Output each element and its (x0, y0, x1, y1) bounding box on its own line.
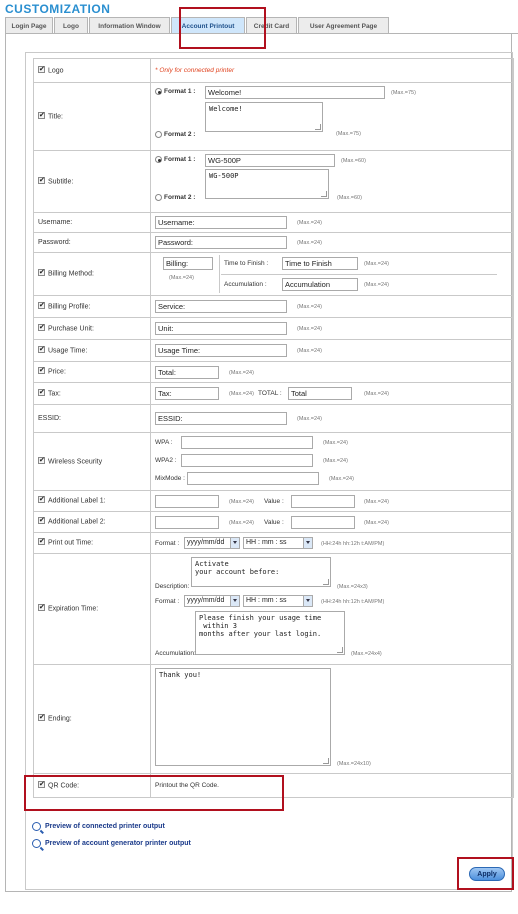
essid-max: (Max.=24) (297, 416, 322, 422)
subtitle-label: Subtitle: (48, 178, 74, 186)
chevron-down-icon (303, 538, 312, 548)
wpa-input[interactable] (181, 436, 313, 449)
tab-account-printout[interactable]: Account Printout (171, 17, 245, 34)
row-purchase-unit (34, 318, 514, 340)
title-format2-radio[interactable] (155, 131, 162, 138)
subtitle-format2-radio[interactable] (155, 194, 162, 201)
accumulation-input[interactable]: Accumulation (282, 278, 358, 291)
tab-credit-card[interactable]: Credit Card (246, 17, 297, 34)
expiration-accumulation-label: Accumulation: (155, 650, 196, 657)
row-password (34, 233, 514, 253)
row-print-out-time (34, 533, 514, 554)
billing-method-checkbox[interactable]: ✔ (39, 269, 45, 277)
title-format2-textarea[interactable]: Welcome! (205, 102, 323, 132)
billing-method-label: Billing Method: (48, 270, 94, 278)
printout-form (33, 58, 514, 798)
total-label: TOTAL : (258, 390, 282, 397)
additional1-checkbox[interactable]: ✔ (39, 496, 45, 504)
print-format-label: Format : (155, 540, 180, 547)
expiration-label: Expiration Time: (48, 605, 99, 613)
additional2-value-input[interactable] (291, 516, 355, 529)
price-input[interactable]: Total: (155, 366, 219, 379)
purchase-unit-input[interactable]: Unit: (155, 322, 287, 335)
expiration-format-hint: (HH:24h hh:12h t:AM/PM) (321, 599, 385, 605)
additional1-input[interactable] (155, 495, 219, 508)
wireless-checkbox[interactable]: ✔ (39, 456, 45, 464)
qr-code-checkbox[interactable]: ✔ (39, 780, 45, 788)
row-billing-method (34, 253, 514, 296)
accumulation-label: Accumulation : (224, 281, 267, 288)
additional1-max: (Max.=24) (229, 499, 254, 505)
additional2-label: Additional Label 2: (48, 518, 106, 526)
expiration-accumulation-max: (Max.=24x4) (351, 651, 382, 657)
tax-max: (Max.=24) (229, 391, 254, 397)
row-ending (34, 665, 514, 774)
additional2-value-label: Value : (264, 519, 284, 526)
subtitle-checkbox[interactable]: ✔ (39, 176, 45, 184)
billing-input[interactable]: Billing: (163, 257, 213, 270)
additional1-label: Additional Label 1: (48, 497, 106, 505)
subtitle-format2-label: Format 2 : (164, 194, 196, 202)
preview-connected-link[interactable] (32, 822, 165, 831)
qr-code-text: Printout the QR Code. (155, 782, 219, 789)
price-label: Price: (48, 368, 66, 376)
ending-max: (Max.=24x10) (337, 761, 371, 767)
billing-divider (219, 255, 220, 293)
row-expiration-time (34, 554, 514, 665)
wireless-label: Wireless Sceurity (48, 458, 103, 466)
chevron-down-icon (230, 596, 239, 606)
expiration-checkbox[interactable]: ✔ (39, 604, 45, 612)
wpa-max: (Max.=24) (323, 440, 348, 446)
usage-time-checkbox[interactable]: ✔ (39, 345, 45, 353)
expiration-description-textarea[interactable]: Activate your account before: (191, 557, 331, 587)
mixmode-max: (Max.=24) (329, 476, 354, 482)
ttf-max: (Max.=24) (364, 261, 389, 267)
title-format2-label: Format 2 : (164, 131, 196, 139)
wpa2-input[interactable] (181, 454, 313, 467)
print-time-format-select[interactable] (243, 537, 313, 549)
row-username (34, 213, 514, 233)
purchase-unit-max: (Max.=24) (297, 326, 322, 332)
username-max: (Max.=24) (297, 220, 322, 226)
ttf-input[interactable]: Time to Finish (282, 257, 358, 270)
additional1-value-max: (Max.=24) (364, 499, 389, 505)
expiration-date-format-value: yyyy/mm/dd (187, 597, 225, 604)
wpa-label: WPA : (155, 439, 173, 446)
row-price (34, 362, 514, 383)
expiration-description-max: (Max.=24x3) (337, 584, 368, 590)
tab-bar (5, 17, 390, 34)
password-input[interactable]: Password: (155, 236, 287, 249)
mixmode-label: MixMode : (155, 475, 185, 482)
tab-user-agreement-page[interactable]: User Agreement Page (298, 17, 389, 34)
additional2-checkbox[interactable]: ✔ (39, 517, 45, 525)
expiration-date-format-select[interactable] (184, 595, 240, 607)
page-title: CUSTOMIZATION (5, 2, 111, 16)
billing-profile-max: (Max.=24) (297, 304, 322, 310)
tax-checkbox[interactable]: ✔ (39, 388, 45, 396)
expiration-accumulation-textarea[interactable]: Please finish your usage time within 3 months after your last login. (195, 611, 345, 655)
billing-row-divider (221, 274, 497, 275)
magnifier-icon (32, 839, 41, 848)
row-usage-time (34, 340, 514, 362)
tax-label: Tax: (48, 390, 61, 398)
billing-profile-label: Billing Profile: (48, 303, 91, 311)
row-billing-profile (34, 296, 514, 318)
usage-time-label: Usage Time: (48, 347, 88, 355)
title-format1-input[interactable]: Welcome! (205, 86, 385, 99)
wpa2-label: WPA2 : (155, 457, 177, 464)
additional2-value-max: (Max.=24) (364, 520, 389, 526)
expiration-time-format-select[interactable] (243, 595, 313, 607)
print-date-format-select[interactable] (184, 537, 240, 549)
subtitle-format1-label: Format 1 : (164, 156, 196, 164)
row-logo (34, 59, 514, 83)
row-subtitle (34, 151, 514, 213)
price-max: (Max.=24) (229, 370, 254, 376)
usage-time-input[interactable]: Usage Time: (155, 344, 287, 357)
purchase-unit-label: Purchase Unit: (48, 325, 94, 333)
print-out-time-label: Print out Time: (48, 539, 94, 547)
username-input[interactable]: Username: (155, 216, 287, 229)
logo-checkbox[interactable]: ✔ (39, 65, 45, 73)
additional1-value-input[interactable] (291, 495, 355, 508)
preview-generator-text: Preview of account generator printer output (45, 840, 191, 847)
subtitle-max2: (Max.=60) (337, 195, 362, 201)
expiration-format-label: Format : (155, 598, 180, 605)
billing-max: (Max.=24) (169, 275, 194, 281)
mixmode-input[interactable] (187, 472, 319, 485)
preview-generator-link[interactable] (32, 839, 191, 848)
accumulation-max: (Max.=24) (364, 282, 389, 288)
row-additional-label-1 (34, 491, 514, 512)
preview-connected-text: Preview of connected printer output (45, 823, 165, 830)
title-format1-radio[interactable] (155, 88, 162, 95)
additional2-input[interactable] (155, 516, 219, 529)
additional1-value-label: Value : (264, 498, 284, 505)
title-max2: (Max.=75) (336, 131, 361, 137)
chevron-down-icon (230, 538, 239, 548)
billing-profile-input[interactable]: Service: (155, 300, 287, 313)
password-max: (Max.=24) (297, 240, 322, 246)
purchase-unit-checkbox[interactable]: ✔ (39, 323, 45, 331)
title-label: Title: (48, 113, 63, 121)
print-date-format-value: yyyy/mm/dd (187, 539, 225, 546)
essid-label: ESSID: (38, 415, 61, 422)
wpa2-max: (Max.=24) (323, 458, 348, 464)
row-wireless-security (34, 433, 514, 491)
additional2-max: (Max.=24) (229, 520, 254, 526)
title-max1: (Max.=75) (391, 90, 416, 96)
logo-label: Logo (48, 67, 64, 75)
subtitle-format2-textarea[interactable]: WG-500P (205, 169, 329, 199)
row-title (34, 83, 514, 151)
subtitle-format1-input[interactable]: WG-500P (205, 154, 335, 167)
expiration-time-format-value: HH : mm : ss (246, 597, 287, 604)
billing-profile-checkbox[interactable]: ✔ (39, 301, 45, 309)
qr-code-label: QR Code: (48, 782, 80, 790)
essid-input[interactable]: ESSID: (155, 412, 287, 425)
total-input[interactable]: Total (288, 387, 352, 400)
tab-logo[interactable]: Logo (54, 17, 88, 34)
expiration-description-label: Description: (155, 583, 190, 590)
tab-information-window[interactable]: Information Window (89, 17, 170, 34)
password-label: Password: (38, 239, 71, 246)
row-additional-label-2 (34, 512, 514, 533)
title-format1-label: Format 1 : (164, 88, 196, 96)
ending-label: Ending: (48, 715, 72, 723)
subtitle-max1: (Max.=60) (341, 158, 366, 164)
print-format-hint: (HH:24h hh:12h t:AM/PM) (321, 541, 385, 547)
tax-input[interactable]: Tax: (155, 387, 219, 400)
subtitle-format1-radio[interactable] (155, 156, 162, 163)
ending-checkbox[interactable]: ✔ (39, 714, 45, 722)
usage-time-max: (Max.=24) (297, 348, 322, 354)
chevron-down-icon (303, 596, 312, 606)
print-out-time-checkbox[interactable]: ✔ (39, 538, 45, 546)
total-max: (Max.=24) (364, 391, 389, 397)
username-label: Username: (38, 219, 73, 226)
ending-textarea[interactable]: Thank you! (155, 668, 331, 766)
row-tax (34, 383, 514, 405)
logo-note: * Only for connected printer (155, 67, 235, 74)
tab-login-page[interactable]: Login Page (5, 17, 53, 34)
price-checkbox[interactable]: ✔ (39, 367, 45, 375)
row-essid (34, 405, 514, 433)
title-checkbox[interactable]: ✔ (39, 111, 45, 119)
magnifier-icon (32, 822, 41, 831)
print-time-format-value: HH : mm : ss (246, 539, 287, 546)
apply-button[interactable]: Apply (469, 867, 505, 881)
ttf-label: Time to Finish : (224, 260, 269, 267)
row-qr-code (34, 774, 514, 798)
